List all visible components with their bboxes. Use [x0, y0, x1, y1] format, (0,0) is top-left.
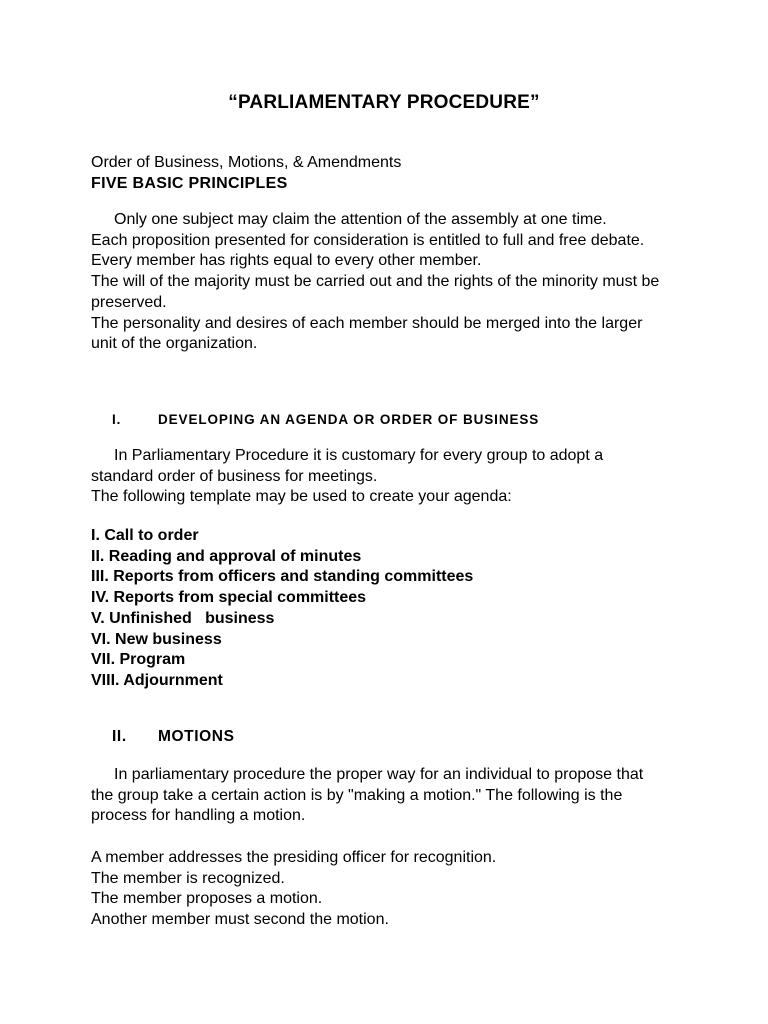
agenda-item: III. Reports from officers and standing committees — [91, 568, 474, 586]
motion-step: A member addresses the presiding officer for recognition. — [91, 849, 497, 866]
agenda-item: V. Unfinished business — [91, 609, 275, 627]
section-number: I. — [112, 412, 122, 427]
document-subtitle: Order of Business, Motions, & Amendments — [91, 154, 402, 171]
paragraph: In parliamentary procedure the proper way for an individual to propose that the group take a certain action is by "making a motion." The following is the process for handling a motion. — [91, 766, 644, 825]
principle-item: Each proposition presented for consideration is entitled to full and free debate. — [91, 231, 645, 249]
agenda-item: II. Reading and approval of minutes — [91, 547, 362, 565]
principle-item: Only one subject may claim the attention of the assembly at one time. — [114, 211, 607, 228]
principle-item: Every member has rights equal to every other member. — [91, 252, 482, 270]
section-heading-motions — [112, 728, 235, 746]
document-title: “PARLIAMENTARY PROCEDURE” — [228, 92, 540, 113]
agenda-item: VI. New business — [91, 630, 222, 648]
section-number: II. — [112, 728, 127, 745]
agenda-item: IV. Reports from special committees — [91, 589, 367, 607]
motions-intro — [91, 765, 661, 827]
agenda-item: I. Call to order — [91, 527, 199, 544]
section-title: DEVELOPING AN AGENDA OR ORDER OF BUSINESS — [158, 412, 540, 427]
paragraph: The following template may be used to create your agenda: — [91, 488, 512, 506]
principle-item: The personality and desires of each member should be merged into the larger unit of the organization. — [91, 314, 643, 353]
agenda-list — [91, 526, 473, 692]
paragraph: In Parliamentary Procedure it is customary for every group to adopt a standard order of business for meetings. — [91, 447, 604, 485]
motion-step: The member is recognized. — [91, 869, 285, 887]
principle-item: The will of the majority must be carried out and the rights of the minority must be preserved. — [91, 273, 660, 311]
motion-step: The member proposes a motion. — [91, 890, 323, 908]
motion-step: Another member must second the motion. — [91, 911, 389, 929]
principles-heading: FIVE BASIC PRINCIPLES — [91, 175, 288, 192]
motion-steps-list — [91, 848, 496, 931]
section-title: MOTIONS — [158, 728, 235, 745]
agenda-item: VIII. Adjournment — [91, 671, 223, 689]
agenda-item: VII. Program — [91, 651, 186, 669]
principles-list — [91, 210, 661, 355]
section-heading-agenda — [112, 412, 539, 427]
agenda-intro — [91, 446, 661, 508]
